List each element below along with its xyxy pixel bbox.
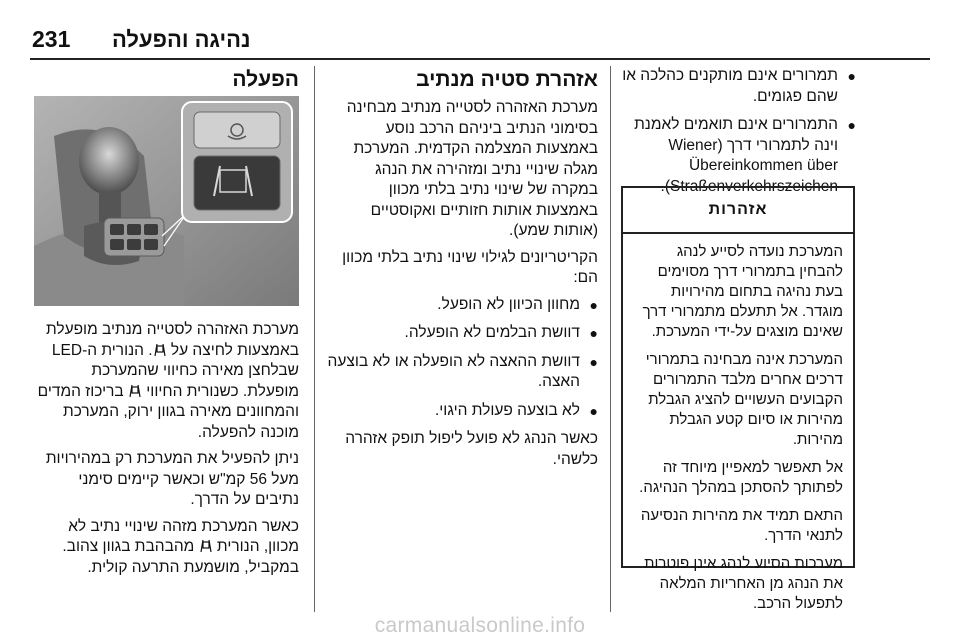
- list-item: ● לא בוצעה פעולת היגוי.: [434, 401, 598, 419]
- list-item: ● דוושת הבלמים לא הופעלה.: [404, 324, 598, 341]
- warning-behavior-paragraph: כאשר המערכת מזהה שינויי נתיב לא מכוון, הנורית מהבהבת בגוון צהוב. במקביל, מושמעת התרעה קולית.: [62, 517, 299, 576]
- list-item: ● התמרורים אינם תואמים לאמנת וינה לתמרורי דרך (Wiener Übereinkommen über Straßenverkehrszeichen).: [634, 116, 856, 195]
- watermark: carmanualsonline.info: [374, 614, 586, 637]
- console-photo: [34, 96, 299, 306]
- left-column-title-wrap: [34, 68, 299, 98]
- section-title: אזהרת סטיה מנתיב: [416, 68, 598, 91]
- page-number: 231: [32, 26, 71, 52]
- criteria-list: [326, 295, 598, 422]
- lane-departure-icon: [199, 539, 213, 553]
- middle-column: [326, 68, 598, 476]
- speed-condition-paragraph: ניתן להפעיל את המערכת רק במהירויות מעל 56 קמ"ש וכאשר קיימים סימני נתיבים על הדרך.: [45, 450, 299, 508]
- activation-paragraph: מערכת האזהרה לסטייה מנתיב מופעלת באמצעות לחיצה על . הנורית ה-LED שבלחצן מאירה כחיווי שהמערכת מופעלת. כשנורית החיווי בריכוז המדים והמחוונים מאירה בגוון ירוק, המערכת מוכנה להפעלה.: [37, 321, 299, 441]
- closing-text: כאשר הנהג לא פועל ליפול תופק אזהרה כלשהי.: [345, 430, 598, 468]
- bullet-list: [622, 66, 856, 197]
- column-divider: [314, 66, 315, 612]
- section-intro: מערכת האזהרה לסטייה מנתיב מבחינה בסימוני הנתיב ביניהם הרכב נוסע באמצעות המצלמה הקדמית. המערכת מגלה שינויי נתיב ומזהירה את הנהג במקרה של שינוי נתיב בלתי מכוון באמצעות אותות חזותיים ואקוסטיים (אותות שמע).: [346, 99, 598, 239]
- chapter-title: נהיגה והפעלה: [112, 27, 251, 52]
- list-item: ● מחוון הכיוון לא הופעל.: [437, 295, 598, 313]
- criteria-intro: הקריטריונים לגילוי שינוי נתיב בלתי מכוון הם:: [342, 248, 598, 286]
- lane-departure-icon: [153, 343, 167, 357]
- left-column: [34, 320, 299, 584]
- header-rule: [30, 58, 930, 60]
- warning-paragraph: המערכת נועדה לסייע לנהג להבחין בתמרורי דרך מסוימים בעת נהיגה בתחום מהירויות מוגדר. אל תתעלם מתמרורי דרך שאינם מוצגים על-ידי המערכת.: [642, 243, 843, 340]
- section-title: הפעלה: [232, 68, 299, 91]
- right-column: [622, 66, 856, 205]
- list-item: ● דוושת ההאצה לא הופעלה או לא בוצעה האצה.: [327, 352, 598, 390]
- warning-paragraph: המערכת אינה מבחינה בתמרורי דרכים אחרים מלבד התמרורים הקבועים העשויים להציג הגבלת מהירות או סיום קטע הגבלת מהירות.: [645, 351, 843, 448]
- warning-paragraph: אל תאפשר למאפיין מיוחד זה לפתותך להסתכן במהלך הנהיגה.: [639, 459, 843, 496]
- list-item: ● תמרורים אינם מותקנים כהלכה או שהם פגומים.: [622, 67, 856, 105]
- gear-console-illustration: [34, 96, 299, 306]
- warning-body: [623, 234, 853, 614]
- warning-paragraph: התאם תמיד את מהירות הנסיעה לתנאי הדרך.: [640, 507, 843, 544]
- warning-box: [621, 186, 855, 612]
- column-divider: [610, 66, 611, 612]
- warning-heading: אזהרות: [623, 188, 853, 234]
- lane-departure-icon: [128, 384, 142, 398]
- warning-paragraph: מערכות הסיוע לנהג אינן פוטרות את הנהג מן האחריות המלאה לתפעול הרכב.: [644, 555, 843, 612]
